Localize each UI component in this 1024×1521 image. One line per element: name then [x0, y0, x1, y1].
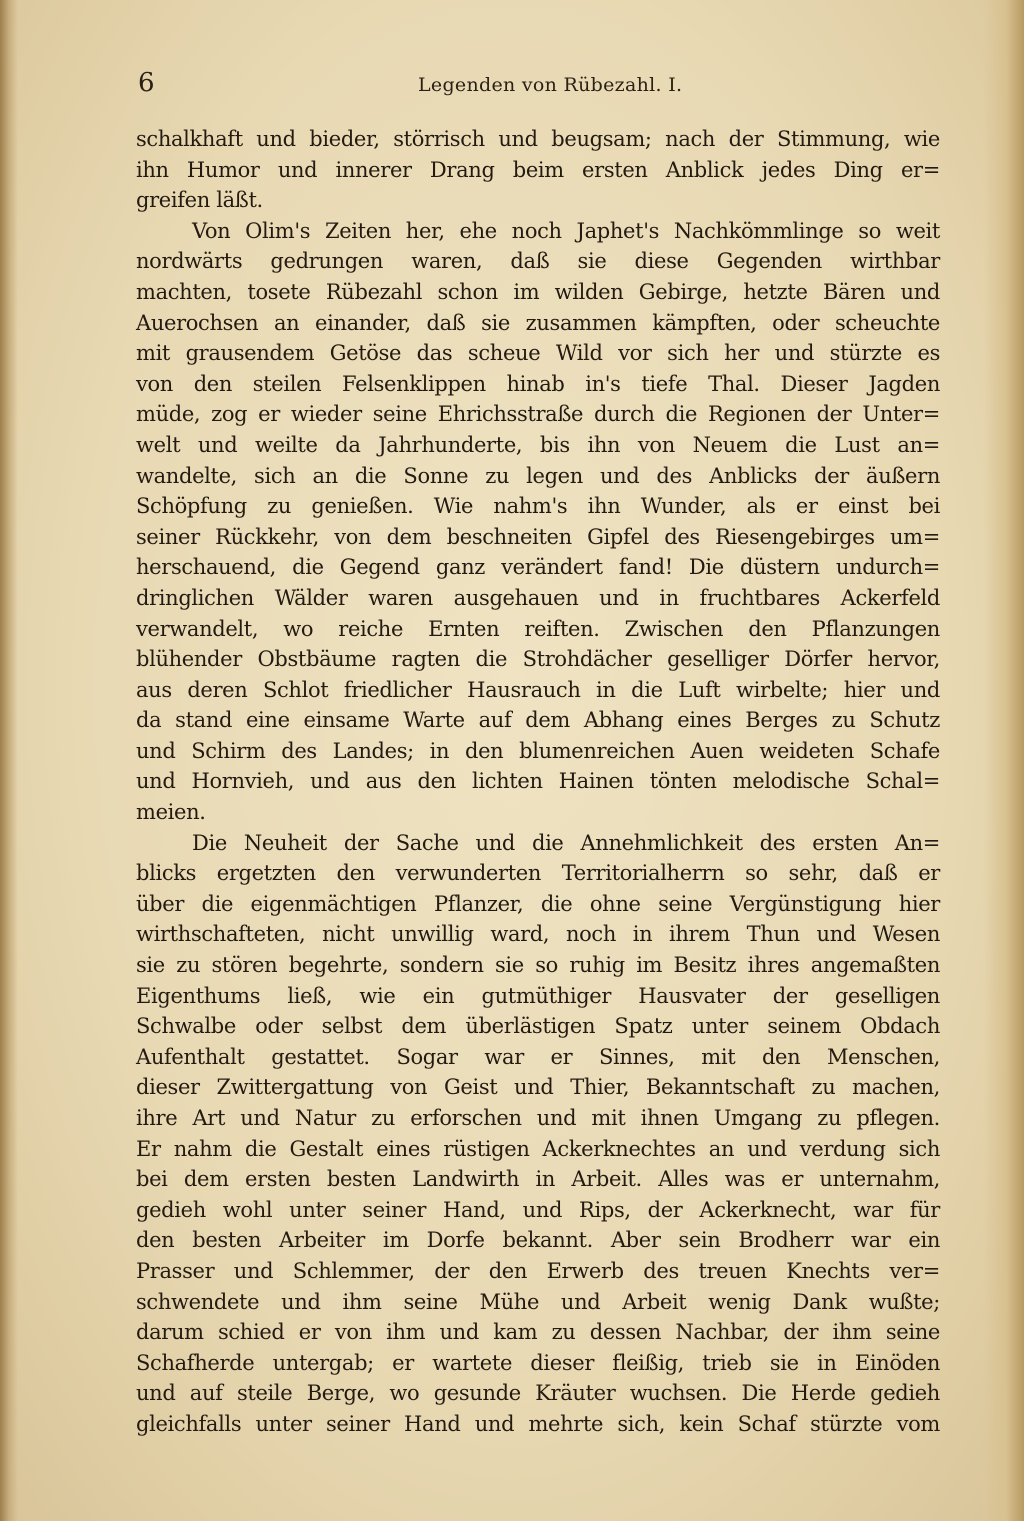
text-line: ihn Humor und innerer Drang beim ersten Anblick jedes Ding er=: [136, 157, 940, 182]
text-line: den besten Arbeiter im Dorfe bekannt. Aber sein Brodherr war ein: [136, 1228, 940, 1253]
text-line: Aufenthalt gestattet. Sogar war er Sinnes, mit den Menschen,: [136, 1044, 940, 1069]
text-line: wirthschafteten, nicht unwillig ward, noch in ihrem Thun und Wesen: [136, 922, 940, 947]
text-line: verwandelt, wo reiche Ernten reiften. Zwischen den Pflanzungen: [136, 616, 940, 641]
text-line: welt und weilte da Jahrhunderte, bis ihn von Neuem die Lust an=: [136, 432, 940, 457]
text-line: Prasser und Schlemmer, der den Erwerb des treuen Knechts ver=: [136, 1258, 940, 1283]
text-line: gleichfalls unter seiner Hand und mehrte sich, kein Schaf stürzte vom: [136, 1411, 940, 1436]
text-line: bei dem ersten besten Landwirth in Arbeit. Alles was er unternahm,: [136, 1167, 940, 1192]
body-text: [136, 124, 940, 1440]
running-title: Legenden von Rübezahl. I.: [418, 74, 683, 96]
text-line: Schafherde untergab; er wartete dieser fleißig, trieb sie in Einöden: [136, 1350, 940, 1375]
text-line: und auf steile Berge, wo gesunde Kräuter wuchsen. Die Herde gedieh: [136, 1381, 940, 1406]
page-number: 6: [138, 68, 155, 98]
text-line: Die Neuheit der Sache und die Annehmlichkeit des ersten An=: [192, 830, 940, 855]
text-line: von den steilen Felsenklippen hinab in's tiefe Thal. Dieser Jagden: [136, 371, 940, 396]
text-line: gedieh wohl unter seiner Hand, und Rips, der Ackerknecht, war für: [136, 1197, 940, 1222]
text-line: ihre Art und Natur zu erforschen und mit ihnen Umgang zu pflegen.: [136, 1106, 940, 1130]
text-line: aus deren Schlot friedlicher Hausrauch in die Luft wirbelte; hier und: [136, 677, 940, 702]
text-line: blicks ergetzten den verwunderten Territorialherrn so sehr, daß er: [136, 861, 940, 886]
text-line: Er nahm die Gestalt eines rüstigen Ackerknechtes an und verdung sich: [136, 1136, 940, 1161]
text-line: machten, tosete Rübezahl schon im wilden Gebirge, hetzte Bären und: [136, 279, 940, 304]
text-line: Auerochsen an einander, daß sie zusammen kämpften, oder scheuchte: [136, 310, 940, 335]
page-edge-left: [0, 0, 18, 1521]
text-line: schalkhaft und bieder, störrisch und beugsam; nach der Stimmung, wie: [136, 127, 940, 151]
text-line: dringlichen Wälder waren ausgehauen und in fruchtbares Ackerfeld: [136, 585, 940, 610]
text-line: da stand eine einsame Warte auf dem Abhang eines Berges zu Schutz: [136, 708, 940, 733]
text-line: mit grausendem Getöse das scheue Wild vor sich her und stürzte es: [136, 341, 940, 366]
text-line: Eigenthums ließ, wie ein gutmüthiger Hausvater der geselligen: [136, 983, 940, 1008]
text-line: und Schirm des Landes; in den blumenreichen Auen weideten Schafe: [136, 738, 940, 763]
text-line: Schwalbe oder selbst dem überlästigen Spatz unter seinem Obdach: [136, 1014, 940, 1039]
text-line: darum schied er von ihm und kam zu dessen Nachbar, der ihm seine: [136, 1320, 940, 1345]
text-line: wandelte, sich an die Sonne zu legen und des Anblicks der äußern: [136, 463, 940, 488]
text-line: seiner Rückkehr, von dem beschneiten Gipfel des Riesengebirges um=: [136, 524, 940, 549]
text-line: und Hornvieh, und aus den lichten Hainen tönten melodische Schal=: [136, 769, 940, 794]
text-line: Schöpfung zu genießen. Wie nahm's ihn Wunder, als er einst bei: [136, 494, 940, 519]
text-line: nordwärts gedrungen waren, daß sie diese Gegenden wirthbar: [136, 249, 940, 274]
text-line: müde, zog er wieder seine Ehrichsstraße durch die Regionen der Unter=: [136, 402, 940, 427]
text-line: blühender Obstbäume ragten die Strohdächer geselliger Dörfer hervor,: [136, 647, 940, 672]
text-line: herschauend, die Gegend ganz verändert fand! Die düstern undurch=: [136, 555, 940, 580]
page-header: [138, 68, 938, 104]
text-line: greifen läßt.: [136, 188, 263, 213]
text-line: sie zu stören begehrte, sondern sie so ruhig im Besitz ihres angemaßten: [136, 953, 940, 978]
text-line: dieser Zwittergattung von Geist und Thier, Bekanntschaft zu machen,: [136, 1075, 940, 1100]
page-edge-right: [984, 0, 1024, 1521]
text-line: schwendete und ihm seine Mühe und Arbeit wenig Dank wußte;: [136, 1289, 940, 1314]
text-line: Von Olim's Zeiten her, ehe noch Japhet's Nachkömmlinge so weit: [192, 218, 940, 243]
text-line: meien.: [136, 800, 206, 825]
text-line: über die eigenmächtigen Pflanzer, die ohne seine Vergünstigung hier: [136, 891, 940, 916]
